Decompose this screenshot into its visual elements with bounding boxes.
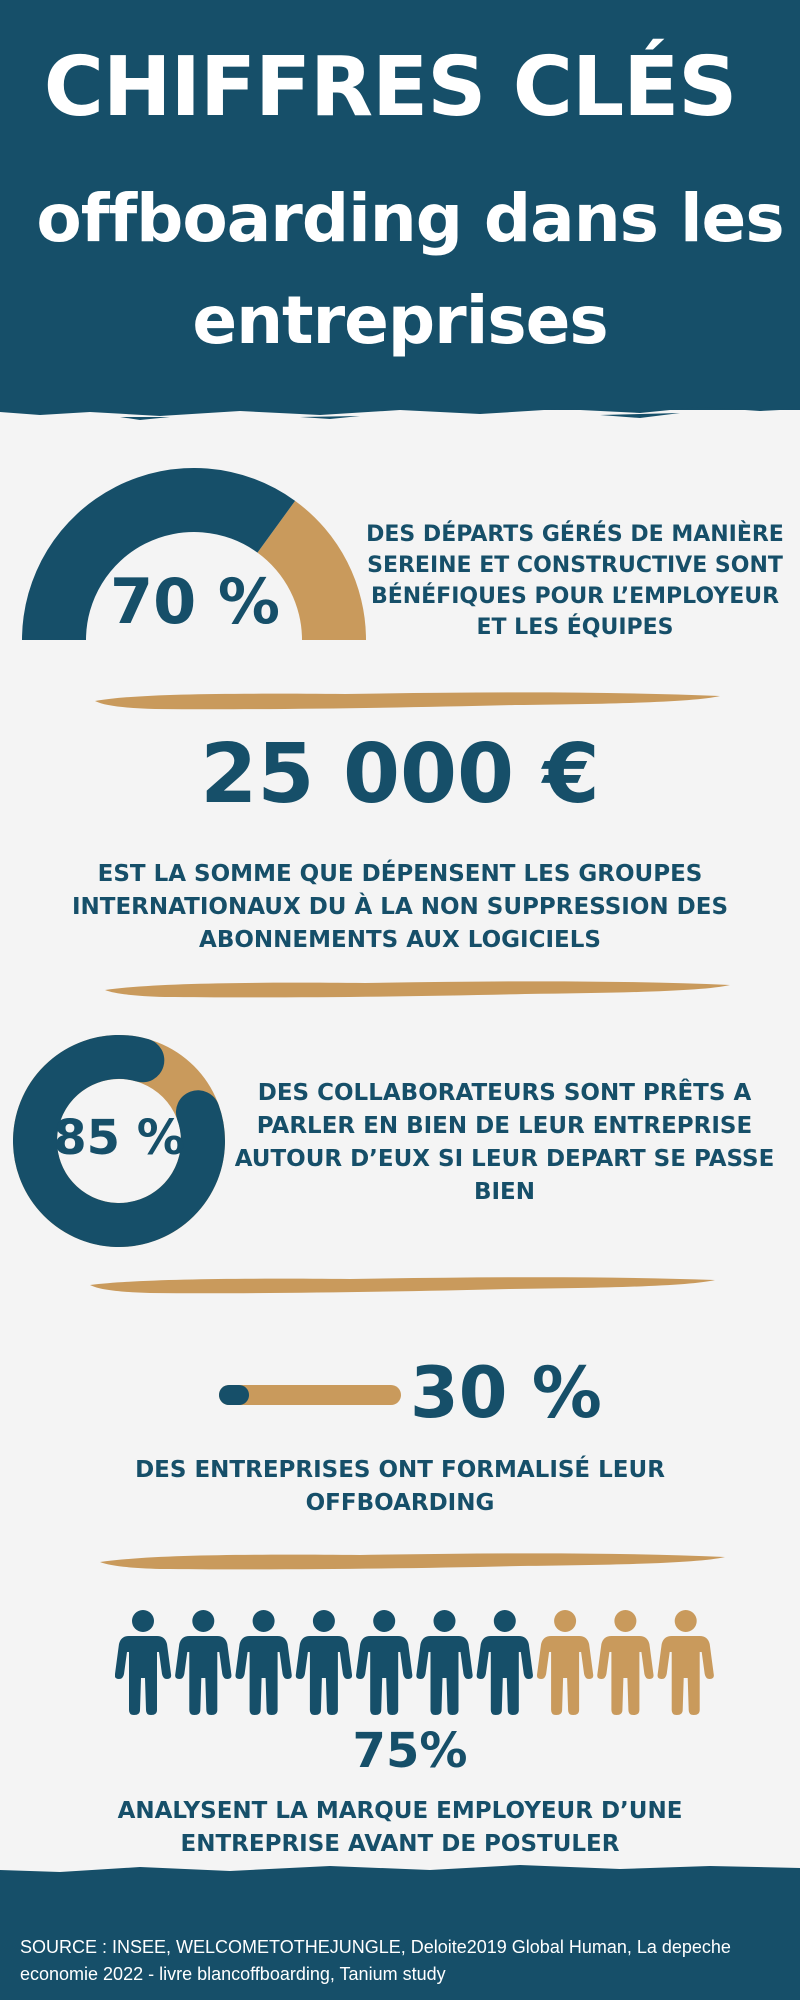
- stat-text-75: [80, 1795, 720, 1861]
- stat-text-line: OFFBOARDING: [305, 1490, 495, 1516]
- person-icon: [597, 1610, 653, 1715]
- stat-text-line: AUTOUR D’EUX SI LEUR DEPART SE PASSE: [234, 1146, 775, 1172]
- source-line: economie 2022 - livre blancoffboarding, Tanium study: [20, 1964, 446, 1984]
- stat-text-line: ET LES ÉQUIPES: [476, 615, 674, 640]
- stat-text-line: DES ENTREPRISES ONT FORMALISÉ LEUR: [135, 1457, 665, 1483]
- brush-divider: [105, 976, 735, 1002]
- brush-divider: [90, 1272, 720, 1298]
- person-icon: [296, 1610, 352, 1715]
- page-title: CHIFFRES CLÉS: [43, 40, 737, 135]
- progress-bar-30: [218, 1384, 402, 1406]
- stat-text-line: DES DÉPARTS GÉRÉS DE MANIÈRE: [366, 522, 784, 547]
- stat-text-line: SEREINE ET CONSTRUCTIVE SONT: [367, 553, 783, 578]
- people-icon-row: [115, 1608, 725, 1716]
- stat-value-30: 30 %: [410, 1352, 602, 1434]
- brush-divider: [95, 688, 725, 714]
- stat-value-85: 85 %: [53, 1110, 185, 1166]
- page-subtitle-line1: offboarding dans les: [36, 180, 784, 257]
- stat-text-70: [360, 519, 790, 643]
- stat-text-line: DES COLLABORATEURS SONT PRÊTS A: [257, 1080, 752, 1106]
- person-icon: [115, 1610, 171, 1715]
- source-citation: [20, 1934, 795, 1988]
- stat-value-amount: 25 000 €: [200, 727, 600, 822]
- stat-text-amount: [30, 858, 770, 957]
- header-brush-edge: [0, 395, 800, 425]
- stat-value-70: 70 %: [110, 565, 280, 638]
- stat-value-75: 75%: [352, 1723, 468, 1779]
- person-icon: [175, 1610, 231, 1715]
- stat-text-line: INTERNATIONAUX DU À LA NON SUPPRESSION DES: [71, 894, 729, 920]
- person-icon: [235, 1610, 291, 1715]
- person-icon: [356, 1610, 412, 1715]
- progress-fill: [219, 1385, 249, 1405]
- person-icon: [658, 1610, 714, 1715]
- stat-text-line: BÉNÉFIQUES POUR L’EMPLOYEUR: [370, 584, 780, 609]
- stat-text-line: EST LA SOMME QUE DÉPENSENT LES GROUPES: [97, 861, 703, 887]
- brush-divider: [100, 1548, 730, 1574]
- stat-text-line: ENTREPRISE AVANT DE POSTULER: [180, 1831, 620, 1857]
- stat-text-line: ANALYSENT LA MARQUE EMPLOYEUR D’UNE: [117, 1798, 683, 1824]
- stat-text-line: ABONNEMENTS AUX LOGICIELS: [199, 927, 601, 953]
- stat-text-30: [100, 1454, 700, 1520]
- stat-text-line: PARLER EN BIEN DE LEUR ENTREPRISE: [256, 1113, 753, 1139]
- person-icon: [537, 1610, 593, 1715]
- person-icon: [416, 1610, 472, 1715]
- page-subtitle-line2: entreprises: [192, 282, 608, 359]
- source-line: SOURCE : INSEE, WELCOMETOTHEJUNGLE, Deloite2019 Global Human, La depeche: [20, 1937, 731, 1957]
- person-icon: [477, 1610, 533, 1715]
- stat-text-85: [222, 1077, 787, 1209]
- stat-text-line: BIEN: [473, 1179, 536, 1205]
